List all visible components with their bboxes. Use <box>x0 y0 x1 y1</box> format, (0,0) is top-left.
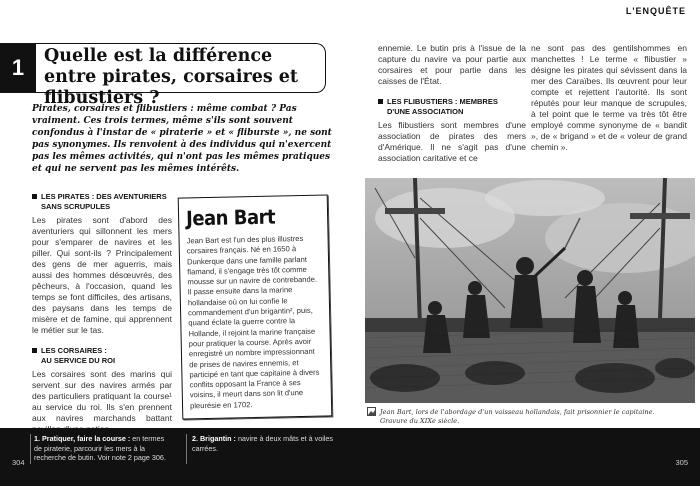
flibustiers-heading-line1: LES FLIBUSTIERS : MEMBRES <box>387 97 498 106</box>
page-number-left: 304 <box>12 458 25 467</box>
page-number-right: 305 <box>675 458 688 467</box>
caption-picture-icon <box>367 407 376 416</box>
left-column <box>32 192 172 435</box>
jean-bart-box <box>178 194 333 419</box>
pirates-text: Les pirates sont d'abord des aventuriers qui sillonnent les mers pour s'emparer de navires et les piller. Qui sont-ils ? Principalement des gens de mer aguerris, mais aussi des hommes désœuvrés, des pêcheurs, à l'occasion, quand les temps se font difficiles, des artisans, des paysans dans les temps de misère et de famine, qui apprennent le métier sur le tas. <box>32 215 172 335</box>
footnote-divider <box>186 434 187 464</box>
image-caption: Jean Bart, lors de l'abordage d'un vaisseau hollandais, fait prisonnier le capitaine. Gravure du XIXe siècle. <box>380 408 655 425</box>
chapter-title: Quelle est la différence entre pirates, corsaires et flibustiers ? <box>36 43 326 93</box>
corsaires-heading-line1: LES CORSAIRES : <box>41 346 107 355</box>
corsaires-continued-text: ennemie. Le butin pris à l'issue de la capture du navire va pour partie aux corsaires et pour partie dans les caisses de l'État. <box>378 43 526 86</box>
chapter-number: 1 <box>0 43 36 93</box>
corsaires-heading <box>32 346 172 366</box>
flibustiers-heading-line2: D'UNE ASSOCIATION <box>387 107 464 116</box>
footnote-2-text: navire à deux mâts et à voiles carrées. <box>192 434 334 453</box>
square-bullet-icon <box>32 194 37 199</box>
right-column-1 <box>378 43 526 164</box>
square-bullet-icon <box>378 99 383 104</box>
pirates-heading-line1: LES PIRATES : DES AVENTURIERS <box>41 192 167 201</box>
jean-bart-title: Jean Bart <box>185 204 276 231</box>
flibustiers-heading <box>378 97 526 117</box>
jean-bart-text: Jean Bart est l'un des plus illustres corsaires français. Né en 1650 à Dunkerque dans une famille parlant flamand, il s'engage très tôt comme mousse sur un navire de contrebande. Il passe ensuite dans la marine hollandaise où on lui confie le commandement d'un brigantin², puis, quand éclate la guerre contre la Hollande, il rejoint la marine française pour pratiquer la course. Après avoir enregistré un nombre impressionnant de prises de navires ennemis, et participé en tant que capitaine à divers conflits opposant la France à ses voisins, il meurt dans son lit d'une pleurésie en 1702. <box>186 233 320 411</box>
right-column-2 <box>531 43 687 153</box>
footnote-1 <box>34 434 174 463</box>
square-bullet-icon <box>32 348 37 353</box>
pirates-heading <box>32 192 172 212</box>
footnote-1-title: 1. Pratiquer, faire la course : <box>34 434 131 443</box>
pirates-heading-line2: SANS SCRUPULES <box>41 202 111 211</box>
footnote-2-title: 2. Brigantin : <box>192 434 236 443</box>
boarding-engraving-image <box>365 178 695 403</box>
corsaires-heading-line2: AU SERVICE DU ROI <box>41 356 116 365</box>
intro-paragraph: Pirates, corsaires et flibustiers : même combat ? Pas vraiment. Ces trois termes, même s'ils sont souvent confondus à l'instar de « piraterie » et « fliburste », ne sont pas synonymes. Ils renvoient à des individus qui n'exercent pas les mêmes activités, qui n'ont pas les mêmes pratiques et qui ne servent pas les mêmes intérêts. <box>32 104 332 174</box>
footnote-2 <box>192 434 342 453</box>
footnote-1-text: en termes de piraterie, parcourir les mers à la recherche de butin. Voir note 2 page 306. <box>34 434 166 462</box>
flibustiers-text: Les flibustiers sont membres d'une association de pirates des mers d'Amérique. Il ne s'agit pas d'une association caritative et ce <box>378 120 526 163</box>
section-label: L'ENQUÊTE <box>625 6 686 16</box>
footnote-divider <box>30 434 31 464</box>
corsaires-text: Les corsaires sont des marins qui servent sur des navires armés par des particuliers pratiquant la course¹ au service du roi. Ils s'en prennent aux navires marchands battant <box>32 369 172 423</box>
flibustiers-continued-text: ne sont pas des gentilshommes en manchettes ! Le terme « flibustier » désigne les pirates qui sévissent dans la mer des Caraïbes. Ils œuvrent pour leur compte et rejettent l'autorité. Ils sont réputés pour leur manque de scrupules, à tel point que le terme va très tôt être employé comme synonyme de « bandit », de « brigand » et de « voleur de grand chemin ». <box>531 43 687 152</box>
